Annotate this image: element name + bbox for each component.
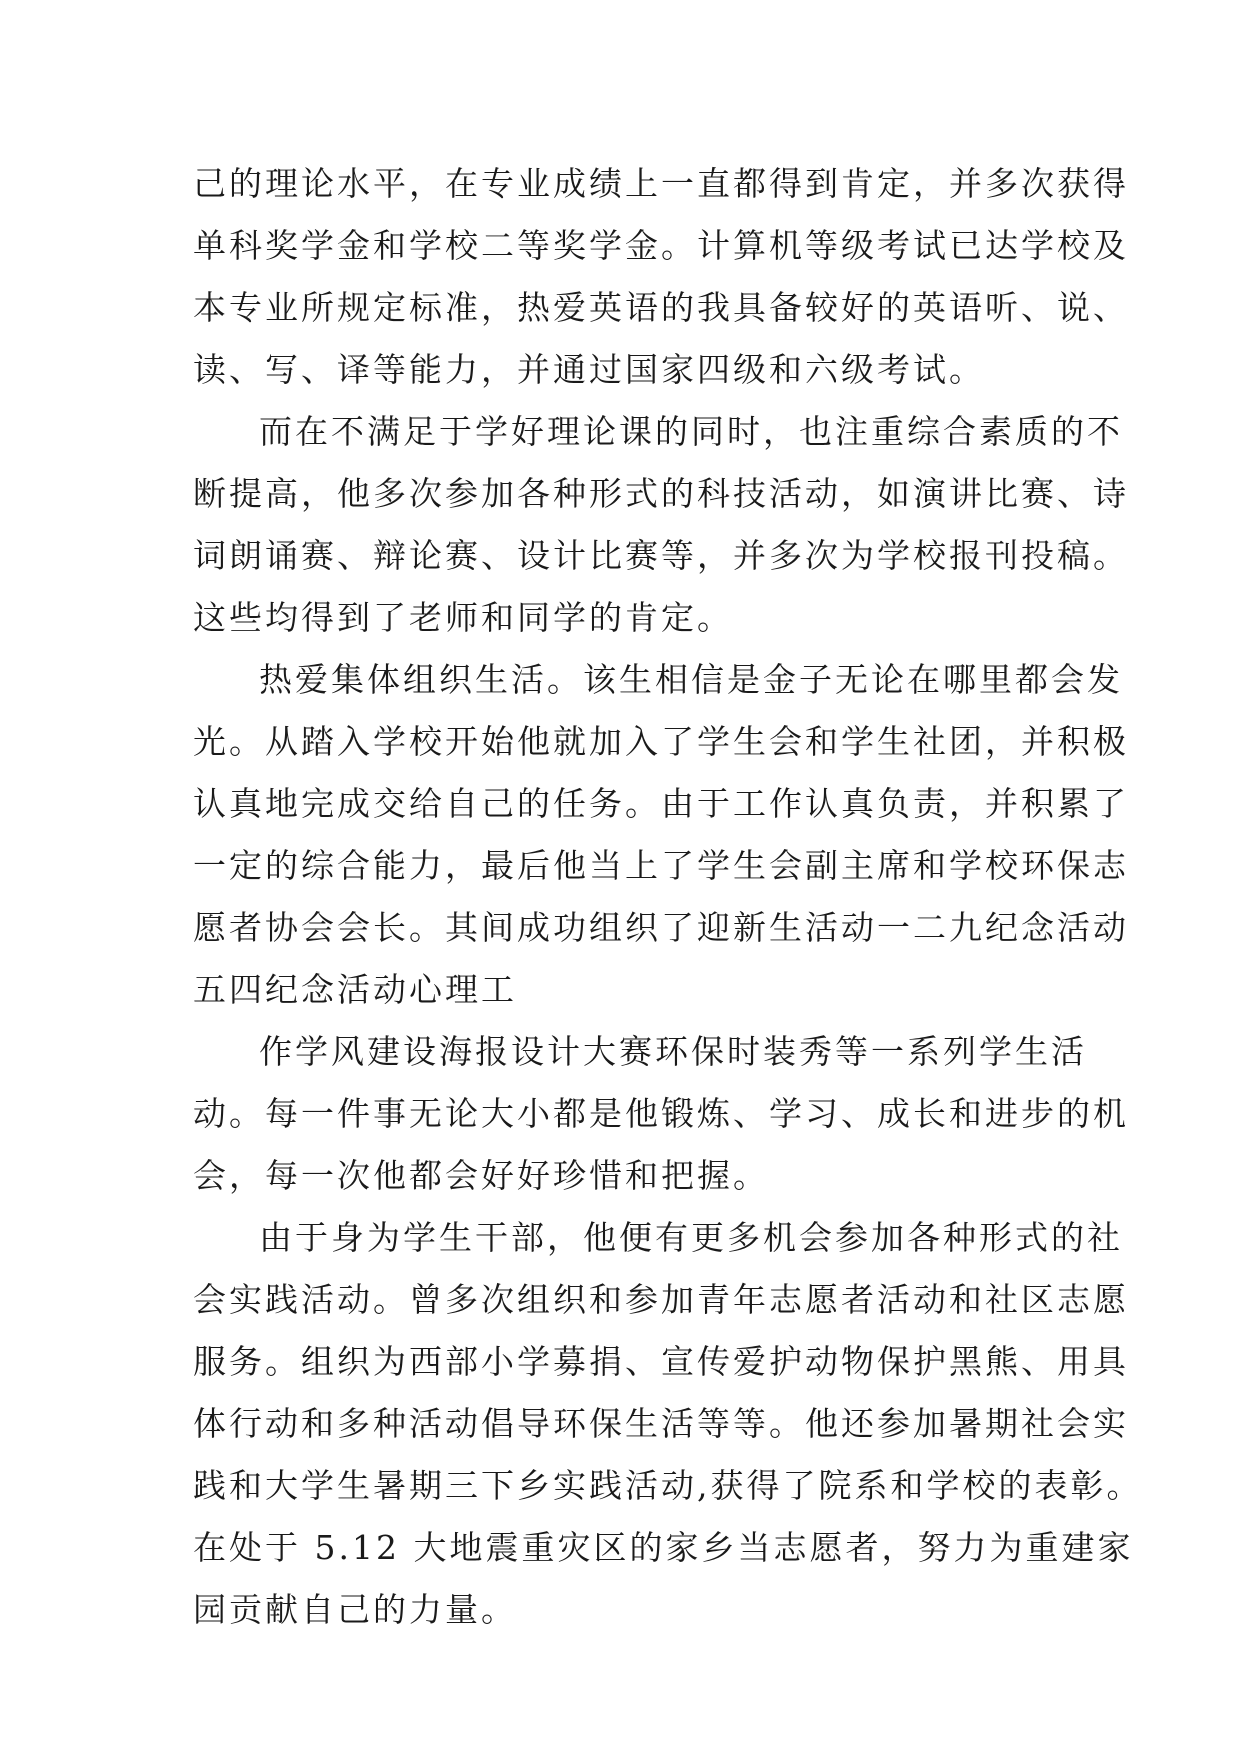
text-line: 体行动和多种活动倡导环保生活等等。他还参加暑期社会实 (193, 1404, 1129, 1443)
text-line: 愿者协会会长。其间成功组织了迎新生活动一二九纪念活动 (193, 908, 1129, 947)
text-line: 单科奖学金和学校二等奖学金。计算机等级考试已达学校及 (193, 226, 1129, 265)
paragraph-academic (193, 153, 1129, 401)
text-line: 己的理论水平，在专业成绩上一直都得到肯定，并多次获得 (193, 164, 1129, 203)
text-line: 光。从踏入学校开始他就加入了学生会和学生社团，并积极 (193, 722, 1129, 761)
text-line: 一定的综合能力，最后他当上了学生会副主席和学校环保志 (193, 846, 1129, 885)
document-page (193, 153, 1143, 1641)
text-line: 这些均得到了老师和同学的肯定。 (193, 598, 733, 637)
text-line: 会实践活动。曾多次组织和参加青年志愿者活动和社区志愿 (193, 1280, 1129, 1319)
text-line: 读、写、译等能力，并通过国家四级和六级考试。 (193, 350, 985, 389)
text-line: 园贡献自己的力量。 (193, 1590, 517, 1629)
text-line: 断提高，他多次参加各种形式的科技活动，如演讲比赛、诗 (193, 474, 1129, 513)
text-line: 在处于 5.12 大地震重灾区的家乡当志愿者，努力为重建家 (193, 1528, 1134, 1567)
text-line: 由于身为学生干部，他便有更多机会参加各种形式的社 (259, 1218, 1123, 1257)
text-line: 五四纪念活动心理工 (193, 970, 517, 1009)
paragraph-collective-life (193, 649, 1129, 1021)
text-line: 而在不满足于学好理论课的同时，也注重综合素质的不 (259, 412, 1123, 451)
paragraph-student-events (193, 1021, 1129, 1207)
text-line: 作学风建设海报设计大赛环保时装秀等一系列学生活 (259, 1032, 1087, 1071)
text-line: 本专业所规定标准，热爱英语的我具备较好的英语听、说、 (193, 288, 1129, 327)
text-line: 践和大学生暑期三下乡实践活动,获得了院系和学校的表彰。 (193, 1466, 1143, 1505)
text-line: 动。每一件事无论大小都是他锻炼、学习、成长和进步的机 (193, 1094, 1129, 1133)
paragraph-social-practice (193, 1207, 1143, 1641)
text-line: 服务。组织为西部小学募捐、宣传爱护动物保护黑熊、用具 (193, 1342, 1129, 1381)
text-line: 热爱集体组织生活。该生相信是金子无论在哪里都会发 (259, 660, 1123, 699)
paragraph-activities (193, 401, 1129, 649)
text-line: 会，每一次他都会好好珍惜和把握。 (193, 1156, 769, 1195)
text-line: 词朗诵赛、辩论赛、设计比赛等，并多次为学校报刊投稿。 (193, 536, 1129, 575)
text-line: 认真地完成交给自己的任务。由于工作认真负责，并积累了 (193, 784, 1129, 823)
